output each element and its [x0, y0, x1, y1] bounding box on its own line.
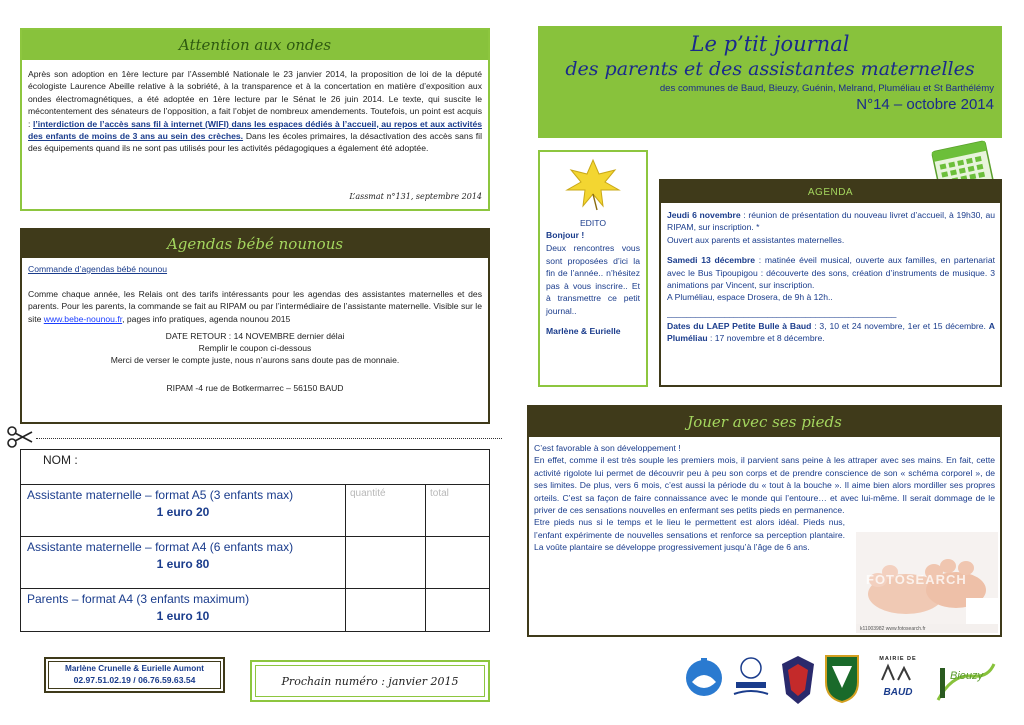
bieuzy-logo — [932, 654, 998, 704]
attention-title: Attention aux ondes — [178, 36, 332, 54]
order-format-label: Assistante maternelle – format A4 (6 enfants max) — [27, 540, 294, 554]
order-form — [20, 449, 490, 632]
edito-signature: Marlène & Eurielle — [546, 325, 621, 336]
order-label-cell — [21, 589, 346, 632]
order-price: 1 euro 80 — [156, 557, 210, 571]
mairie-label: MAIRIE DE — [879, 656, 917, 662]
baud-label: BAUD — [883, 687, 913, 698]
agenda-item-2: Samedi 13 décembre : matinée éveil musical, ouverte aux familles, en partenariat avec le Bus Tipoupigou : découverte des sons, création d’instruments de musique. 3 animations par Vincent, sur inscription. — [667, 255, 995, 291]
order-format-label: Parents – format A4 (3 enfants maximum) — [27, 592, 250, 606]
contact-box — [44, 657, 225, 693]
prochain-numero: Prochain numéro : janvier 2015 — [281, 674, 459, 688]
agendas-bebe-body: Comme chaque année, les Relais ont des tarifs intéressants pour les agendas des assistantes maternelles et des parents. Pour les parents, la commande se fait au RIPAM ou par l’intermédiaire de l’assistante maternelle. Visible sur le site www.bebe-nounou.fr, pages info pratiques, agenda nounou 2015 — [28, 289, 482, 324]
attention-source: L’assmat n°131, septembre 2014 — [349, 192, 482, 201]
total-cell[interactable] — [426, 537, 489, 588]
fotosearch-watermark: FOTOSEARCH — [866, 572, 967, 587]
merci-text: Merci de verser le compte juste, nous n’aurons sans doute pas de monnaie. — [110, 355, 400, 366]
agenda-box — [659, 179, 1002, 387]
edito-box — [538, 150, 648, 387]
pieds-box — [527, 405, 1002, 637]
quantity-cell[interactable] — [346, 537, 426, 588]
agenda-item-1: Jeudi 6 novembre : réunion de présentation du nouveau livret d’accueil, à 19h30, au RIPAM, sur inscription. * — [667, 210, 995, 233]
quantity-cell[interactable] — [346, 589, 426, 632]
edito-title: EDITO — [579, 218, 607, 228]
agenda-item-1-note: Ouvert aux parents et assistantes maternelles. — [667, 234, 845, 245]
total-cell[interactable] — [426, 589, 489, 632]
order-price: 1 euro 10 — [156, 609, 210, 623]
order-format-label: Assistante maternelle – format A5 (3 enfants max) — [27, 488, 294, 502]
contact-phones: 02.97.51.02.19 / 06.76.59.63.54 — [73, 675, 196, 685]
prochain-box — [250, 660, 490, 702]
agendas-bebe-subtitle: Commande d’agendas bébé nounou — [28, 264, 168, 274]
pieds-header — [529, 407, 1000, 437]
edito-body: Deux rencontres vous sont proposées d’ici la fin de l’année.. n’hésitez pas à vous inscrire.. Et à transmettre ce petit journal.. — [546, 243, 640, 316]
saint-barthelemy-logo — [684, 654, 724, 709]
total-cell[interactable]: total — [430, 488, 449, 499]
pieds-title: Jouer avec ses pieds — [687, 413, 842, 431]
date-retour: DATE RETOUR : 14 NOVEMBRE dernier délai — [165, 331, 345, 342]
edito-greeting: Bonjour ! — [546, 230, 585, 240]
agenda-item-3: Dates du LAEP Petite Bulle à Baud : 3, 10 et 24 novembre, 1er et 15 décembre. A Pluméliau : 17 novembre et 8 décembre. — [667, 320, 995, 344]
masthead-communes: des communes de Baud, Bieuzy, Guénin, Melrand, Pluméliau et St Barthélémy — [659, 83, 994, 94]
masthead-issue: N°14 – octobre 2014 — [856, 96, 994, 113]
bieuzy-label: Bieuzy — [950, 670, 984, 682]
order-price: 1 euro 20 — [156, 505, 210, 519]
contact-names: Marlène Crunelle & Eurielle Aumont — [65, 664, 204, 673]
bebe-nounou-link[interactable]: www.bebe-nounou.fr — [43, 313, 123, 324]
nom-label: NOM : — [43, 453, 78, 467]
nom-row — [21, 450, 489, 485]
scissors-icon — [6, 425, 34, 449]
order-label-cell — [21, 485, 346, 536]
agenda-title: AGENDA — [807, 186, 854, 198]
masthead-title-1: Le p’tit journal — [690, 32, 850, 56]
cut-line — [36, 438, 502, 439]
masthead-title-2: des parents et des assistantes maternelles — [565, 58, 975, 80]
logos-row — [680, 650, 1002, 712]
guenin-crest-logo — [780, 654, 816, 711]
attention-body: Après son adoption en 1ère lecture par l’Assemblé Nationale le 23 janvier 2014, la proposition de loi de la député écologiste Laurence Abeille relative à la sobriété, à la transparence et à la concertation en matière d’exposition aux ondes électromagnétiques, a été adoptée en 1ère lecture par le Sénat le 26 juin 2014. Le texte, qui suscite le mécontentement des sénateurs de l’opposition, a fait l’objet de nombreux amendements. Toutefois, un point est acquis : l’interdiction de l’accès sans fil à internet (WIFI) dans les espaces dédiés à l’accueil, au repos et aux activités des enfants de moins de 3 ans au sein des crèches. Dans les écoles primaires, la désactivation des accès sans fil des équipements quand ils ne sont pas utilisés pour les activités pédagogiques a également été adoptée. — [28, 69, 482, 154]
agendas-bebe-header — [22, 230, 488, 258]
order-row — [21, 485, 489, 537]
masthead — [538, 26, 1002, 138]
leaf-icon — [546, 156, 640, 214]
agendas-bebe-title: Agendas bébé nounous — [166, 235, 344, 253]
agendas-bebe-box — [20, 228, 490, 424]
pieds-body2: Etre pieds nus si le temps et le lieu le permettent est alors idéal. Pieds nus, l’enfant expérimente de nouvelles sensations et renforce sa perception plantaire. La voûte plantaire se développe progressivement jusqu’à l’âge de 6 ans. — [534, 517, 845, 553]
agenda-separator: ________________________________________________ — [667, 307, 897, 318]
melrand-shield-logo — [824, 652, 860, 709]
quantity-cell[interactable]: quantité — [346, 485, 426, 536]
agenda-header — [661, 181, 1000, 203]
photo-caption: k11003982 www.fotosearch.fr — [860, 626, 926, 632]
coupon-text: Remplir le coupon ci-dessous — [198, 343, 312, 354]
baby-feet-photo — [856, 532, 998, 633]
pieds-body1: En effet, comme il est très souple les premiers mois, il parvient sans peine à les attraper avec ses mains. En fait, cette activité rigolote lui permet de découvrir peu à peu son corps et de prendre conscience de son « schéma corporel », de ses limites. De plus, vers 6 mois, c’est aussi la période du « tout à la bouche ». Il aime bien alors mordiller ses propres orteils. C’est sa façon de faire connaissance avec le monde qui l’entoure… et avec lui-même. Il serait dommage de le priver de ces sensations nouvelles en enfermant ses petits pieds en permanence. — [534, 455, 995, 516]
agenda-item-2-place: A Pluméliau, espace Drosera, de 9h à 12h.. — [667, 292, 833, 303]
attention-box — [20, 28, 490, 211]
mairie-baud-logo — [872, 656, 924, 698]
ripam-logo — [730, 652, 772, 709]
order-row — [21, 589, 489, 632]
order-row — [21, 537, 489, 589]
order-label-cell — [21, 537, 346, 588]
attention-header — [22, 30, 488, 60]
ripam-address: RIPAM -4 rue de Botkermarrec – 56150 BAUD — [166, 383, 344, 394]
pieds-line1: C’est favorable à son développement ! — [534, 443, 681, 453]
